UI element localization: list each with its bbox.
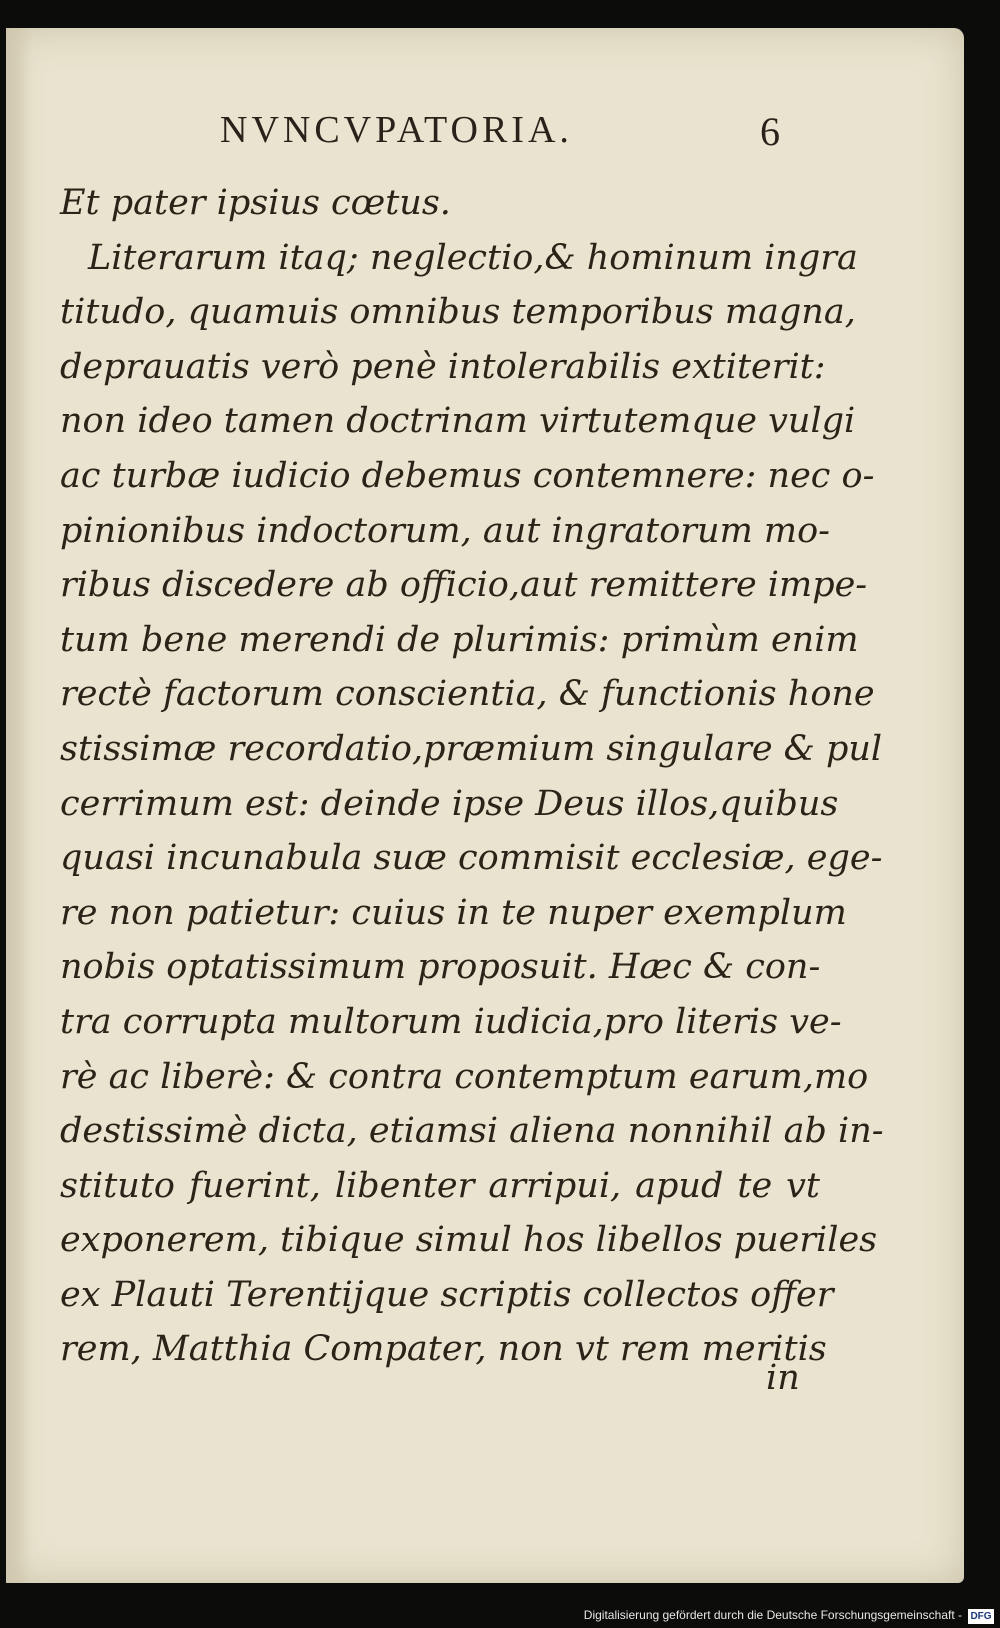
text-line: quasi incunabula suæ commisit ecclesiæ, ege-	[60, 838, 883, 879]
text-line: tum bene merendi de plurimis: primùm enim	[60, 619, 859, 660]
text-line: Et pater ipsius cœtus.	[60, 183, 451, 223]
text-line: titudo, quamuis omnibus temporibus magna,	[60, 292, 856, 333]
text-line: deprauatis verò penè intolerabilis extiterit:	[60, 346, 826, 387]
dfg-logo: DFG	[968, 1609, 994, 1624]
text-line: ex Plauti Terentijque scriptis collectos offer	[60, 1274, 834, 1315]
text-line: ac turbæ iudicio debemus contemnere: nec o-	[60, 455, 875, 496]
text-line: rem, Matthia Compater, non vt rem meritis	[60, 1329, 827, 1370]
text-line: rectè factorum conscientia, & functionis hone	[60, 674, 875, 715]
text-line: non ideo tamen doctrinam virtutemque vulgi	[60, 401, 856, 442]
page-number: 6	[760, 109, 780, 154]
text-line: stissimæ recordatio,præmium singulare & pul	[60, 728, 883, 769]
catchword: in	[766, 1358, 800, 1398]
text-line: tra corrupta multorum iudicia,pro literis ve-	[60, 1001, 842, 1042]
body-text	[60, 176, 884, 1377]
text-line: nobis optatissimum proposuit. Hæc & con-	[60, 947, 821, 988]
text-line: re non patietur: cuius in te nuper exemplum	[60, 892, 847, 933]
text-line: stituto fuerint, libenter arripui, apud te vt	[60, 1165, 820, 1206]
text-line: pinionibus indoctorum, aut ingratorum mo-	[60, 510, 830, 551]
text-line: ribus discedere ab officio,aut remittere impe-	[60, 565, 868, 606]
text-line: rè ac liberè: & contra contemptum earum,mo	[60, 1056, 869, 1097]
text-line: Literarum itaq; neglectio,& hominum ingra	[88, 237, 858, 278]
running-head: NVNCVPATORIA.	[220, 109, 573, 151]
digitization-credit: Digitalisierung gefördert durch die Deutsche Forschungsgemeinschaft -	[583, 1608, 962, 1622]
page-gutter-shadow	[6, 28, 32, 1583]
text-line: destissimè dicta, etiamsi aliena nonnihil ab in-	[60, 1111, 884, 1152]
book-page	[6, 28, 964, 1583]
text-line: exponerem, tibique simul hos libellos pueriles	[60, 1220, 878, 1261]
text-line: cerrimum est: deinde ipse Deus illos,quibus	[60, 783, 839, 824]
